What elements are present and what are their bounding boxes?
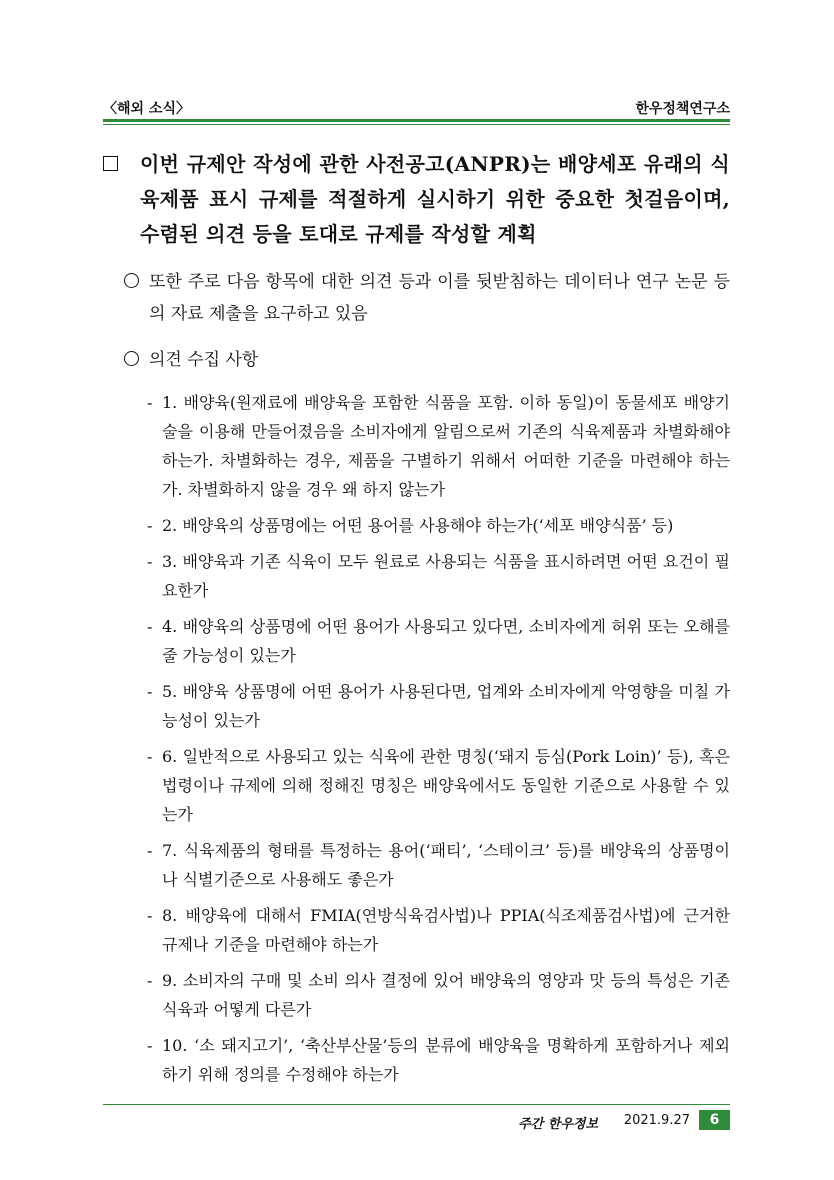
sub-point-2 bbox=[124, 344, 730, 376]
checkbox-square-icon bbox=[103, 156, 118, 171]
footer-rule bbox=[103, 1104, 730, 1105]
sub-point-text: 또한 주로 다음 항목에 대한 의견 등과 이를 뒷받침하는 데이터나 연구 논문 등의 자료 제출을 요구하고 있음 bbox=[149, 272, 730, 324]
section-label: 〈해외 소식〉 bbox=[103, 101, 190, 117]
list-item: - 6. 일반적으로 사용되고 있는 식육에 관한 명칭(‘돼지 등심(Pork Loin)’ 등), 혹은 법령이나 규제에 의해 정해진 명칭은 배양육에서도 동일한 기준으로 사용할 수 있는가 bbox=[147, 747, 730, 824]
sub-point-text: 의견 수집 사항 bbox=[149, 350, 259, 370]
circle-bullet-icon bbox=[124, 351, 139, 366]
list-item-text: 2. 배양육의 상품명에는 어떤 용어를 사용해야 하는가(‘세포 배양식품’ 등) bbox=[162, 516, 674, 535]
sub-point-1 bbox=[124, 266, 730, 330]
list-item: - 8. 배양육에 대해서 FMIA(연방식육검사법)나 PPIA(식조제품검사법)에 근거한 규제나 기준을 마련해야 하는가 bbox=[147, 906, 730, 954]
list-item-text: 5. 배양육 상품명에 어떤 용어가 사용된다면, 업계와 소비자에게 악영향을 미칠 가능성이 있는가 bbox=[162, 682, 730, 730]
list-item-text: 9. 소비자의 구매 및 소비 의사 결정에 있어 배양육의 영양과 맛 등의 특성은 기존 식육과 어떻게 다른가 bbox=[162, 971, 730, 1019]
list-item-text: 8. 배양육에 대해서 FMIA(연방식육검사법)나 PPIA(식조제품검사법)에 근거한 규제나 기준을 마련해야 하는가 bbox=[162, 906, 730, 954]
list-item-text: 1. 배양육(원재료에 배양육을 포함한 식품을 포함. 이하 동일)이 동물세포 배양기술을 이용해 만들어졌음을 소비자에게 알림으로써 기존의 식육제품과 차별화해야 하는가. 차별화하는 경우, 제품을 구별하기 위해서 어떠한 기준을 마련해야 하는가. 차별화하지 않을 경우 왜 하지 않는가 bbox=[162, 393, 730, 499]
opinion-items-list bbox=[103, 388, 730, 1089]
list-item-text: 6. 일반적으로 사용되고 있는 식육에 관한 명칭(‘돼지 등심(Pork Loin)’ 등), 혹은 법령이나 규제에 의해 정해진 명칭은 배양육에서도 동일한 기준으로 사용할 수 있는가 bbox=[162, 747, 730, 824]
list-item-text: 7. 식육제품의 형태를 특정하는 용어(‘패티’, ‘스테이크’ 등)를 배양육의 상품명이나 식별기준으로 사용해도 좋은가 bbox=[162, 841, 730, 889]
circle-bullet-icon bbox=[124, 273, 139, 288]
organization-name: 한우정책연구소 bbox=[635, 101, 730, 117]
list-item: - 3. 배양육과 기존 식육이 모두 원료로 사용되는 식품을 표시하려면 어떤 요건이 필요한가 bbox=[147, 552, 730, 600]
list-item: - 2. 배양육의 상품명에는 어떤 용어를 사용해야 하는가(‘세포 배양식품’ 등) bbox=[147, 516, 674, 535]
main-point bbox=[103, 147, 730, 252]
list-item-text: 10. ‘소 돼지고기’, ‘축산부산물’등의 분류에 배양육을 명확하게 포함하거나 제외하기 위해 정의를 수정해야 하는가 bbox=[162, 1036, 730, 1084]
page-number: 6 bbox=[699, 1110, 730, 1130]
page-header bbox=[103, 96, 730, 118]
list-item: - 10. ‘소 돼지고기’, ‘축산부산물’등의 분류에 배양육을 명확하게 포함하거나 제외하기 위해 정의를 수정해야 하는가 bbox=[147, 1036, 730, 1084]
header-rule-thin bbox=[103, 124, 730, 125]
page-footer bbox=[103, 1110, 730, 1132]
article-body bbox=[103, 147, 730, 1096]
header-rule-thick bbox=[103, 119, 730, 122]
list-item: - 1. 배양육(원재료에 배양육을 포함한 식품을 포함. 이하 동일)이 동물세포 배양기술을 이용해 만들어졌음을 소비자에게 알림으로써 기존의 식육제품과 차별화해야 하는가. 차별화하는 경우, 제품을 구별하기 위해서 어떠한 기준을 마련해야 하는가. 차별화하지 않을 경우 왜 하지 않는가 bbox=[147, 393, 730, 499]
publication-date: 2021.9.27 bbox=[623, 1113, 690, 1128]
list-item: - 5. 배양육 상품명에 어떤 용어가 사용된다면, 업계와 소비자에게 악영향을 미칠 가능성이 있는가 bbox=[147, 682, 730, 730]
list-item: - 4. 배양육의 상품명에 어떤 용어가 사용되고 있다면, 소비자에게 허위 또는 오해를 줄 가능성이 있는가 bbox=[147, 617, 730, 665]
list-item-text: 4. 배양육의 상품명에 어떤 용어가 사용되고 있다면, 소비자에게 허위 또는 오해를 줄 가능성이 있는가 bbox=[162, 617, 730, 665]
main-point-text: 이번 규제안 작성에 관한 사전공고(ANPR)는 배양세포 유래의 식육제품 표시 규제를 적절하게 실시하기 위한 중요한 첫걸음이며, 수렴된 의견 등을 토대로 규제를 작성할 계획 bbox=[140, 152, 730, 246]
publication-name: 주간 한우정보 bbox=[518, 1117, 598, 1132]
list-item: - 9. 소비자의 구매 및 소비 의사 결정에 있어 배양육의 영양과 맛 등의 특성은 기존 식육과 어떻게 다른가 bbox=[147, 971, 730, 1019]
list-item: - 7. 식육제품의 형태를 특정하는 용어(‘패티’, ‘스테이크’ 등)를 배양육의 상품명이나 식별기준으로 사용해도 좋은가 bbox=[147, 841, 730, 889]
list-item-text: 3. 배양육과 기존 식육이 모두 원료로 사용되는 식품을 표시하려면 어떤 요건이 필요한가 bbox=[162, 552, 730, 600]
